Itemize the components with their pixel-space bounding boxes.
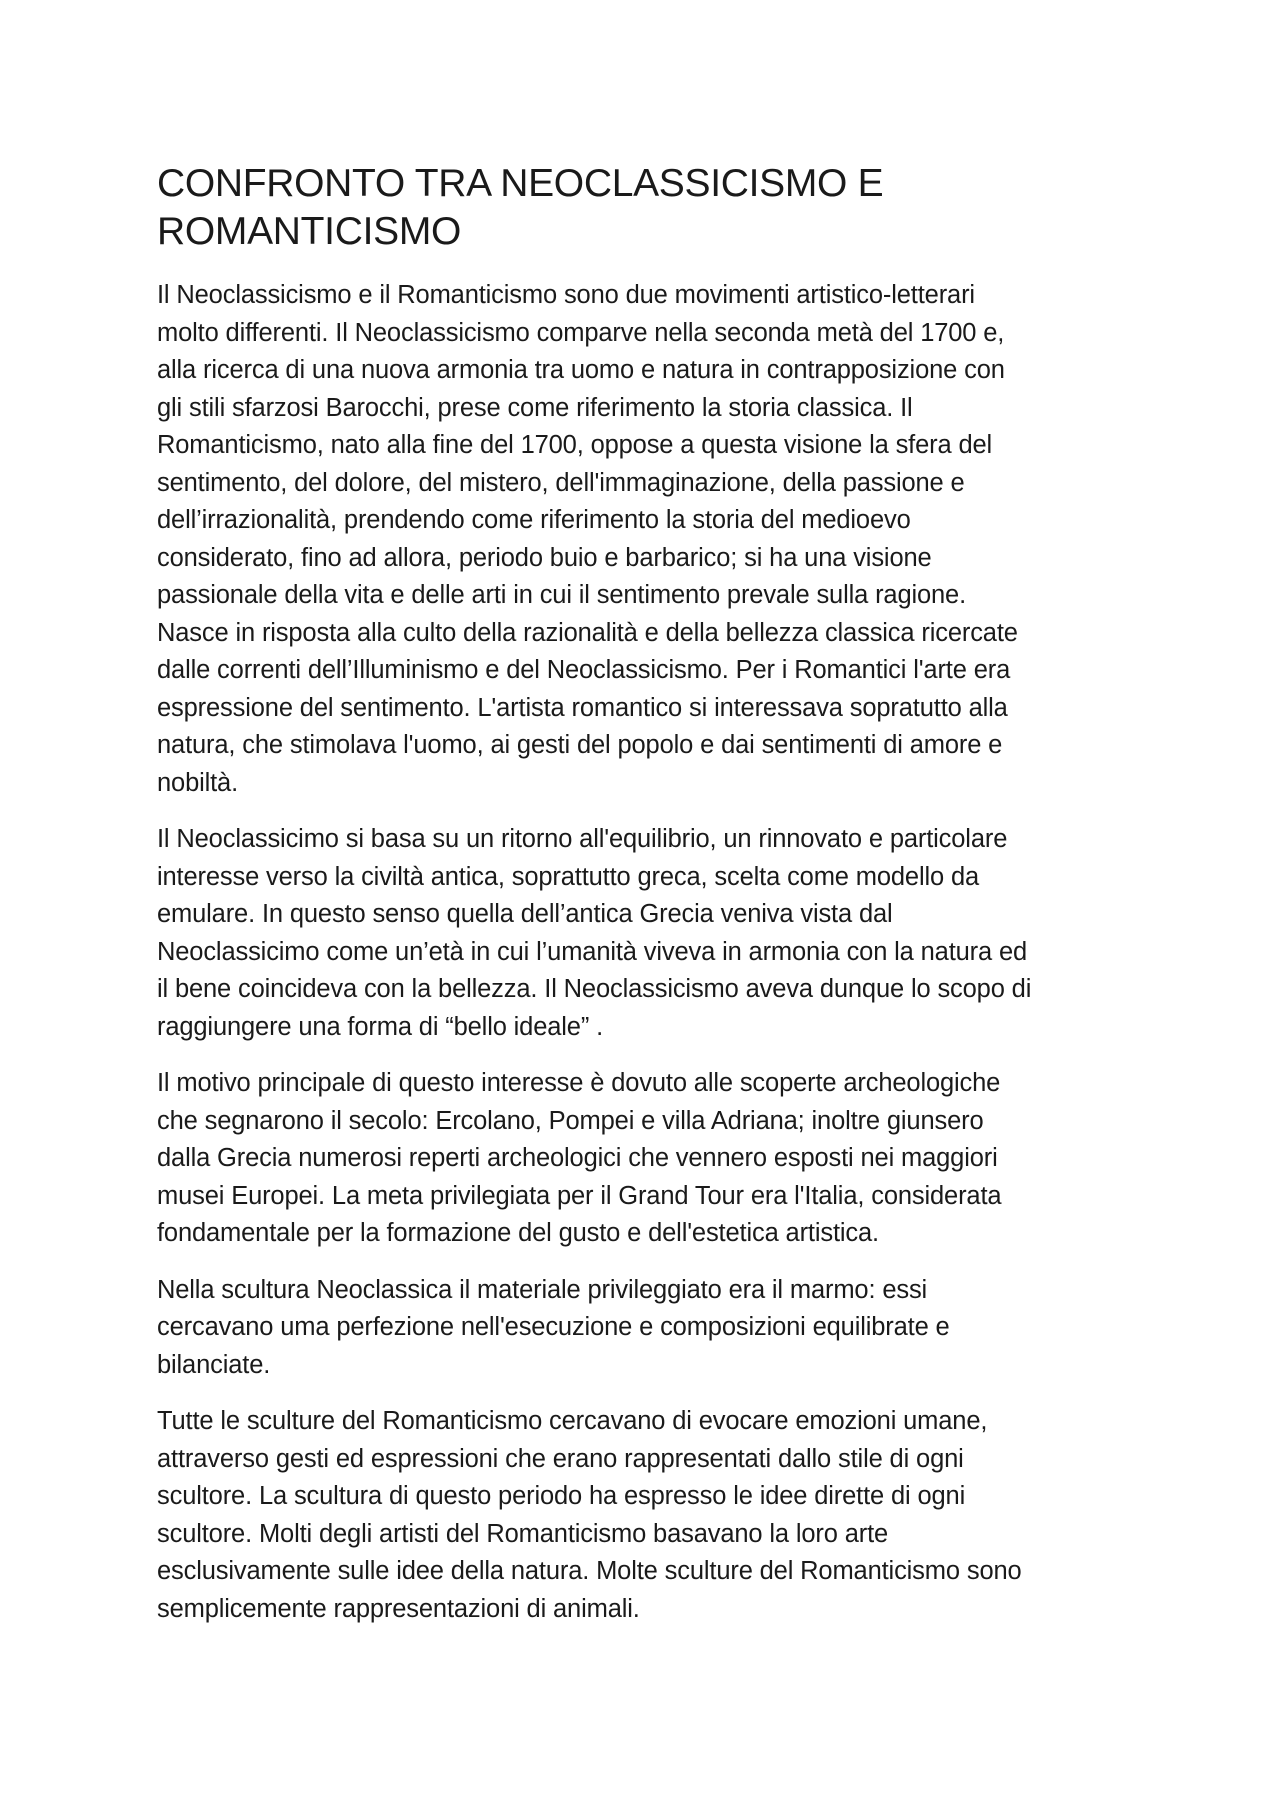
paragraph-intro: Il Neoclassicismo e il Romanticismo sono due movimenti artistico-letterari molto differenti. Il Neoclassicismo comparve nella seconda metà del 1700 e, alla ricerca di una nuova armonia tra uomo e natura in contrapposizione con gli stili sfarzosi Barocchi, prese come riferimento la storia classica. Il Romanticismo, nato alla fine del 1700, oppose a questa visione la sfera del sentimento, del dolore, del mistero, dell'immaginazione, della passione e dell’irrazionalità, prendendo come riferimento la storia del medioevo considerato, fino ad allora, periodo buio e barbarico; si ha una visione passionale della vita e delle arti in cui il sentimento prevale sulla ragione. Nasce in risposta alla culto della razionalità e della bellezza classica ricercate dalle correnti dell’Illuminismo e del Neoclassicismo. Per i Romantici l'arte era espressione del sentimento. L'artista romantico si interessava sopratutto alla natura, che stimolava l'uomo, ai gesti del popolo e dai sentimenti di amore e nobiltà.: [157, 281, 1018, 797]
document-title: CONFRONTO TRA NEOCLASSICISMO E ROMANTICISMO: [157, 162, 884, 253]
paragraph-neoclassical-sculpture: Nella scultura Neoclassica il materiale privileggiato era il marmo: essi cercavano uma perfezione nell'esecuzione e composizioni equilibrate e bilanciate.: [157, 1275, 950, 1379]
paragraph-neoclassicism: Il Neoclassicimo si basa su un ritorno all'equilibrio, un rinnovato e particolare interesse verso la civiltà antica, soprattutto greca, scelta come modello da emulare. In questo senso quella dell’antica Grecia veniva vista dal Neoclassicimo come un’età in cui l’umanità viveva in armonia con la natura ed il bene coincideva con la bellezza. Il Neoclassicismo aveva dunque lo scopo di raggiungere una forma di “bello ideale” .: [157, 825, 1032, 1041]
document-page: [157, 160, 1147, 1647]
paragraph-romantic-sculpture: Tutte le sculture del Romanticismo cercavano di evocare emozioni umane, attraverso gesti ed espressioni che erano rappresentati dallo stile di ogni scultore. La scultura di questo periodo ha espresso le idee dirette di ogni scultore. Molti degli artisti del Romanticismo basavano la loro arte esclusivamente sulle idee della natura. Molte sculture del Romanticismo sono semplicemente rappresentazioni di animali.: [157, 1407, 1022, 1623]
paragraph-archaeology: Il motivo principale di questo interesse è dovuto alle scoperte archeologiche che segnarono il secolo: Ercolano, Pompei e villa Adriana; inoltre giunsero dalla Grecia numerosi reperti archeologici che vennero esposti nei maggiori musei Europei. La meta privilegiata per il Grand Tour era l'Italia, considerata fondamentale per la formazione del gusto e dell'estetica artistica.: [157, 1069, 1002, 1247]
